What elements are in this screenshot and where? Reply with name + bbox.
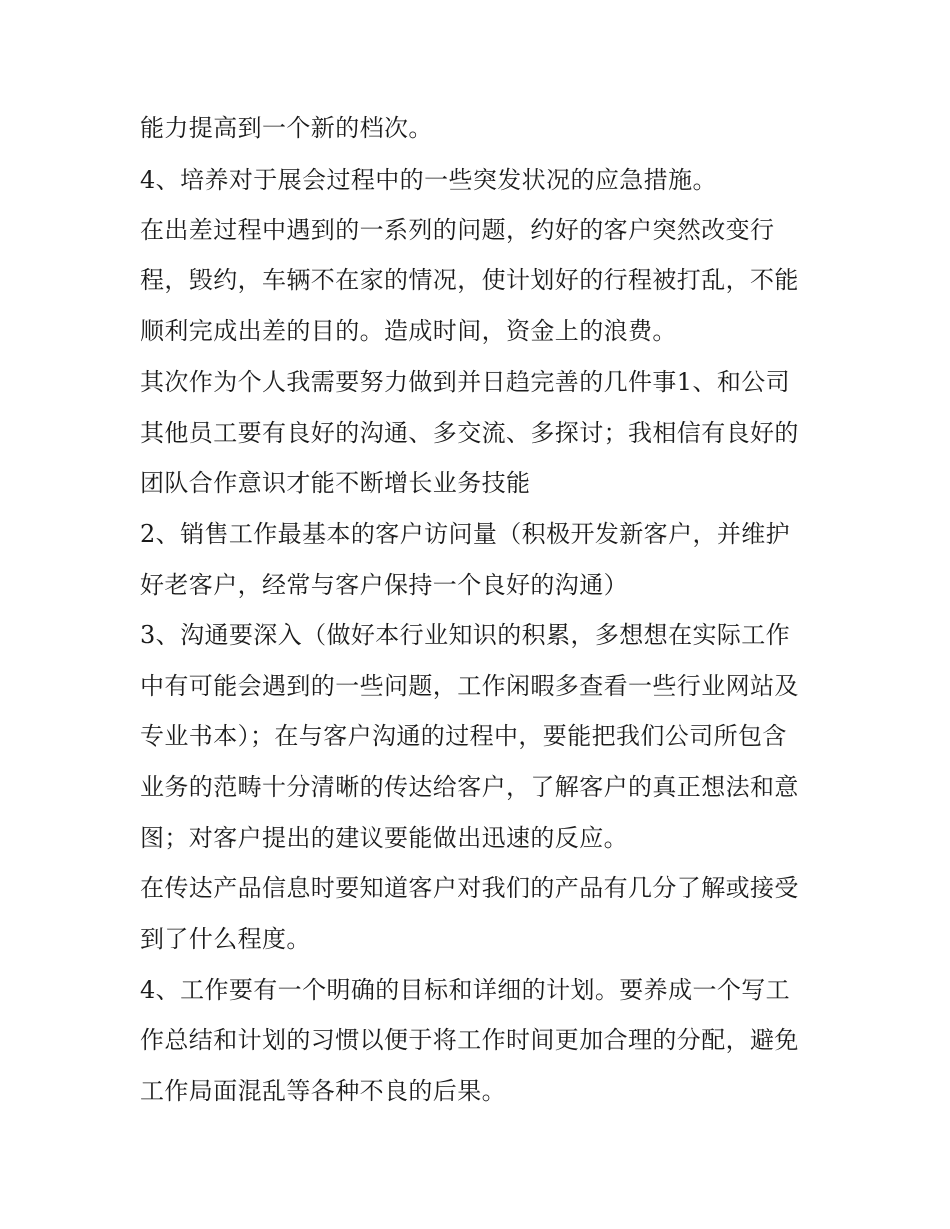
text-line: 团队合作意识才能不断增长业务技能 bbox=[140, 469, 531, 497]
text-line: 2、销售工作最基本的客户访问量（积极开发新客户，并维护 bbox=[140, 520, 791, 548]
text-line: 作总结和计划的习惯以便于将工作时间更加合理的分配，避免 bbox=[140, 1026, 799, 1054]
text-line: 程，毁约，车辆不在家的情况，使计划好的行程被打乱，不能 bbox=[140, 266, 799, 294]
text-line: 顺利完成出差的目的。造成时间，资金上的浪费。 bbox=[140, 317, 677, 345]
text-line: 能力提高到一个新的档次。 bbox=[140, 114, 433, 142]
text-line: 其次作为个人我需要努力做到并日趋完善的几件事1、和公司 bbox=[140, 368, 791, 396]
text-line: 中有可能会遇到的一些问题，工作闲暇多查看一些行业网站及 bbox=[140, 672, 799, 700]
text-line: 图；对客户提出的建议要能做出迅速的反应。 bbox=[140, 824, 628, 852]
text-line: 好老客户，经常与客户保持一个良好的沟通） bbox=[140, 571, 628, 599]
text-line: 专业书本）；在与客户沟通的过程中，要能把我们公司所包含 bbox=[140, 722, 787, 750]
text-line: 在出差过程中遇到的一系列的问题，约好的客户突然改变行 bbox=[140, 216, 775, 244]
text-line: 工作局面混乱等各种不良的后果。 bbox=[140, 1077, 506, 1105]
text-line: 到了什么程度。 bbox=[140, 925, 311, 953]
text-line: 4、工作要有一个明确的目标和详细的计划。要养成一个写工 bbox=[140, 976, 791, 1004]
text-line: 3、沟通要深入（做好本行业知识的积累，多想想在实际工作 bbox=[140, 621, 791, 649]
text-line: 其他员工要有良好的沟通、多交流、多探讨；我相信有良好的 bbox=[140, 419, 799, 447]
text-line: 在传达产品信息时要知道客户对我们的产品有几分了解或接受 bbox=[140, 874, 799, 902]
text-line: 业务的范畴十分清晰的传达给客户，了解客户的真正想法和意 bbox=[140, 773, 799, 801]
text-line: 4、培养对于展会过程中的一些突发状况的应急措施。 bbox=[140, 166, 717, 194]
